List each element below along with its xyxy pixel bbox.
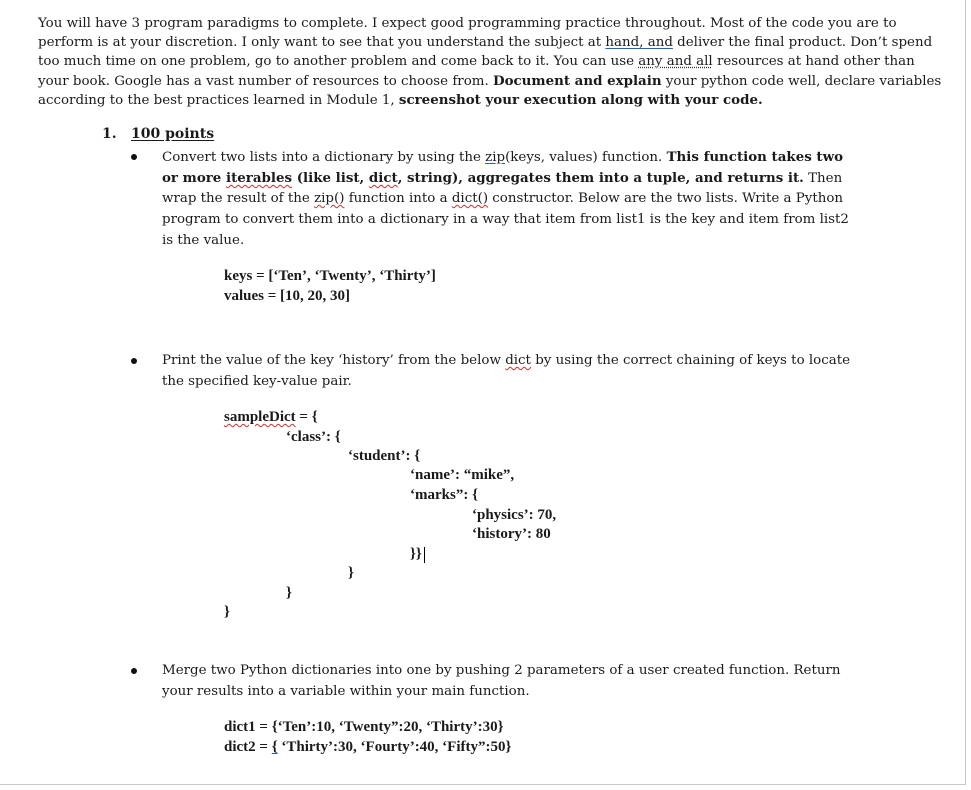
intro-text: deliver the final product. Don’t spend bbox=[672, 35, 933, 50]
task2-code-11: } bbox=[224, 604, 230, 620]
task2-code-3: ‘student’: { bbox=[348, 448, 421, 464]
task1-spellcheck: zip() bbox=[314, 191, 345, 206]
task1-underlined: zip bbox=[485, 150, 506, 165]
problem-number: 1. bbox=[102, 126, 117, 142]
code-text: ‘Thirty’:30, ‘Fourty’:40, ‘Fifty”:50} bbox=[277, 739, 512, 755]
intro-text: your python code well, declare variables bbox=[661, 74, 942, 89]
task2-code-8 bbox=[410, 545, 425, 563]
task2-line-2: the specified key-value pair. bbox=[162, 374, 352, 389]
intro-text: You will have 3 program paradigms to complete. I expect good programming practice throughout. Most of the code you are to bbox=[38, 16, 897, 31]
task1-text: Then bbox=[803, 171, 843, 186]
task2-code-5: ‘marks”: { bbox=[410, 487, 478, 503]
task1-spellcheck: iterables bbox=[226, 170, 293, 186]
task3-line-2: your results into a variable within your main function. bbox=[162, 684, 530, 699]
task3-code-dict2 bbox=[224, 738, 511, 756]
intro-line-1 bbox=[38, 15, 897, 33]
bullet-icon bbox=[131, 668, 137, 674]
task1-bold: This function takes two bbox=[666, 149, 844, 165]
intro-bold: Document and explain bbox=[492, 73, 662, 89]
bullet-icon bbox=[131, 154, 137, 160]
text-cursor bbox=[424, 547, 425, 563]
task3-code-dict1: dict1 = {‘Ten’:10, ‘Twenty”:20, ‘Thirty’:30} bbox=[224, 719, 504, 735]
code-spellcheck: sampleDict bbox=[224, 409, 296, 425]
intro-line-2 bbox=[38, 34, 932, 52]
problem-points: 100 points bbox=[131, 126, 215, 142]
task1-line-5: is the value. bbox=[162, 233, 245, 248]
task1-code-keys: keys = [‘Ten’, ‘Twenty’, ‘Thirty’] bbox=[224, 268, 436, 284]
intro-text: your book. Google has a vast number of resources to choose from. bbox=[38, 74, 493, 89]
task1-line-2 bbox=[162, 169, 842, 188]
intro-text: perform is at your discretion. I only want to see that you understand the subject at bbox=[38, 35, 606, 50]
task2-text: by using the correct chaining of keys to locate bbox=[530, 353, 851, 368]
task1-text: wrap the result of the bbox=[162, 191, 315, 206]
intro-underlined: hand, and bbox=[605, 35, 673, 50]
intro-dotted: any and all bbox=[638, 54, 713, 69]
task1-line-3 bbox=[162, 190, 843, 208]
intro-line-3 bbox=[38, 53, 915, 71]
task2-code-9: } bbox=[348, 565, 354, 581]
intro-bold: screenshot your execution along with your code. bbox=[398, 92, 763, 108]
intro-line-5 bbox=[38, 91, 763, 110]
task1-code-values: values = [10, 20, 30] bbox=[224, 288, 351, 304]
task1-bold: , string), aggregates them into a tuple, and returns it. bbox=[397, 170, 804, 186]
task2-code-10: } bbox=[286, 585, 292, 601]
task1-line-4: program to convert them into a dictionary in a way that item from list1 is the key and item from list2 bbox=[162, 212, 849, 227]
task2-code-1 bbox=[224, 408, 318, 426]
task1-text: (keys, values) function. bbox=[505, 150, 667, 165]
task2-code-6: ‘physics’: 70, bbox=[472, 507, 557, 523]
intro-text: resources at hand other than bbox=[712, 54, 915, 69]
task2-line-1 bbox=[162, 352, 850, 370]
task1-spellcheck: dict bbox=[368, 170, 398, 186]
task2-spellcheck: dict bbox=[505, 353, 531, 368]
task1-text: Convert two lists into a dictionary by using the bbox=[162, 150, 486, 165]
code-text: = { bbox=[295, 409, 318, 425]
task2-code-2: ‘class’: { bbox=[286, 429, 341, 445]
task2-code-7: ‘history’: 80 bbox=[472, 526, 551, 542]
code-text: }} bbox=[410, 546, 422, 562]
intro-line-4 bbox=[38, 72, 941, 91]
task1-bold: (like list, bbox=[292, 170, 369, 186]
task1-line-1 bbox=[162, 148, 843, 167]
task2-code-4: ‘name’: “mike”, bbox=[410, 467, 515, 483]
code-text: dict2 = bbox=[224, 739, 272, 755]
task1-text: function into a bbox=[344, 191, 452, 206]
task3-line-1: Merge two Python dictionaries into one by pushing 2 parameters of a user created function. Return bbox=[162, 663, 841, 678]
task1-spellcheck: dict() bbox=[451, 191, 489, 206]
task1-text: constructor. Below are the two lists. Write a Python bbox=[488, 191, 844, 206]
code-underlined: { bbox=[271, 739, 278, 755]
intro-text: too much time on one problem, go to another problem and come back to it. You can use bbox=[38, 54, 639, 69]
task2-text: Print the value of the key ‘history’ from the below bbox=[162, 353, 506, 368]
task1-bold: or more bbox=[162, 170, 226, 186]
bullet-icon bbox=[131, 358, 137, 364]
intro-text: according to the best practices learned in Module 1, bbox=[38, 93, 399, 108]
